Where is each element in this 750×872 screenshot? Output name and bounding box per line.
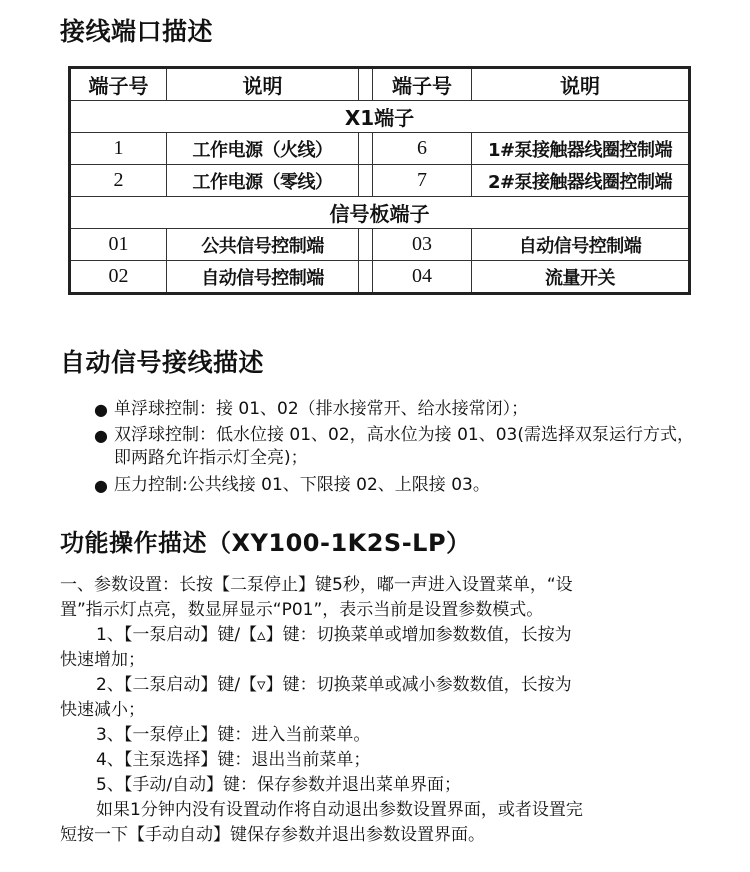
func-line: 5、【手动/自动】键：保存参数并退出菜单界面； bbox=[96, 775, 462, 795]
port-description: 工作电源（零线） bbox=[167, 165, 359, 197]
port-table bbox=[68, 66, 691, 295]
func-line: 2、【二泵启动】键/【▿】键：切换菜单或减小参数数值，长按为 bbox=[96, 675, 572, 695]
column-gap bbox=[359, 261, 373, 294]
bullet-text: 单浮球控制：接 01、02（排水接常开、给水接常闭）； bbox=[114, 399, 529, 419]
port-number: 6 bbox=[373, 133, 472, 165]
port-number: 1 bbox=[70, 133, 167, 165]
x1-section-label: X1端子 bbox=[70, 101, 690, 133]
table-row bbox=[70, 261, 690, 294]
table-row bbox=[70, 229, 690, 261]
header-desc-left: 说明 bbox=[167, 68, 359, 101]
bullet-text: 双浮球控制：低水位接 01、02，高水位为接 01、03(需选择双泵运行方式，即两路允许指示灯全亮)； bbox=[114, 425, 694, 468]
table-row bbox=[70, 165, 690, 197]
wiring-section-title: 接线端口描述 bbox=[60, 17, 214, 46]
port-number: 03 bbox=[373, 229, 472, 261]
header-port-left: 端子号 bbox=[70, 68, 167, 101]
func-line: 1、【一泵启动】键/【▵】键：切换菜单或增加参数数值，长按为 bbox=[96, 625, 572, 645]
column-gap bbox=[359, 133, 373, 165]
func-line: 4、【主泵选择】键：退出当前菜单； bbox=[96, 750, 371, 770]
x1-section-row bbox=[70, 101, 690, 133]
table-header-row bbox=[70, 68, 690, 101]
port-description: 1#泵接触器线圈控制端 bbox=[472, 133, 690, 165]
port-description: 流量开关 bbox=[472, 261, 690, 294]
func-line: 3、【一泵停止】键：进入当前菜单。 bbox=[96, 725, 371, 745]
column-gap bbox=[359, 165, 373, 197]
port-description: 自动信号控制端 bbox=[472, 229, 690, 261]
port-number: 7 bbox=[373, 165, 472, 197]
func-line: 如果1分钟内没有设置动作将自动退出参数设置界面，或者设置完 bbox=[96, 800, 583, 820]
port-number: 04 bbox=[373, 261, 472, 294]
bullet-text: 压力控制:公共线接 01、下限接 02、上限接 03。 bbox=[114, 475, 490, 495]
bullet-dot-icon: ● bbox=[94, 426, 108, 445]
func-line: 快速减小； bbox=[60, 700, 145, 720]
func-line: 快速增加； bbox=[60, 650, 145, 670]
bullet-item bbox=[94, 424, 704, 470]
header-desc-right: 说明 bbox=[472, 68, 690, 101]
port-description: 2#泵接触器线圈控制端 bbox=[472, 165, 690, 197]
port-number: 01 bbox=[70, 229, 167, 261]
port-number: 2 bbox=[70, 165, 167, 197]
signal-section-row bbox=[70, 197, 690, 229]
bullet-item bbox=[94, 474, 714, 497]
column-gap bbox=[359, 68, 373, 101]
table-row bbox=[70, 133, 690, 165]
function-section-title: 功能操作描述（XY100-1K2S-LP） bbox=[60, 529, 471, 557]
port-number: 02 bbox=[70, 261, 167, 294]
bullet-dot-icon: ● bbox=[94, 400, 108, 419]
bullet-item bbox=[94, 398, 714, 421]
signal-section-label: 信号板端子 bbox=[70, 197, 690, 229]
func-line: 短按一下【手动自动】键保存参数并退出参数设置界面。 bbox=[60, 825, 485, 845]
func-line: 一、参数设置：长按【二泵停止】键5秒，嘟一声进入设置菜单，“设 bbox=[60, 575, 573, 595]
auto-signal-section-title: 自动信号接线描述 bbox=[60, 348, 265, 377]
header-port-right: 端子号 bbox=[373, 68, 472, 101]
port-description: 自动信号控制端 bbox=[167, 261, 359, 294]
port-description: 工作电源（火线） bbox=[167, 133, 359, 165]
column-gap bbox=[359, 229, 373, 261]
func-line: 置”指示灯点亮，数显屏显示“P01”，表示当前是设置参数模式。 bbox=[60, 600, 544, 620]
port-description: 公共信号控制端 bbox=[167, 229, 359, 261]
bullet-dot-icon: ● bbox=[94, 476, 108, 495]
